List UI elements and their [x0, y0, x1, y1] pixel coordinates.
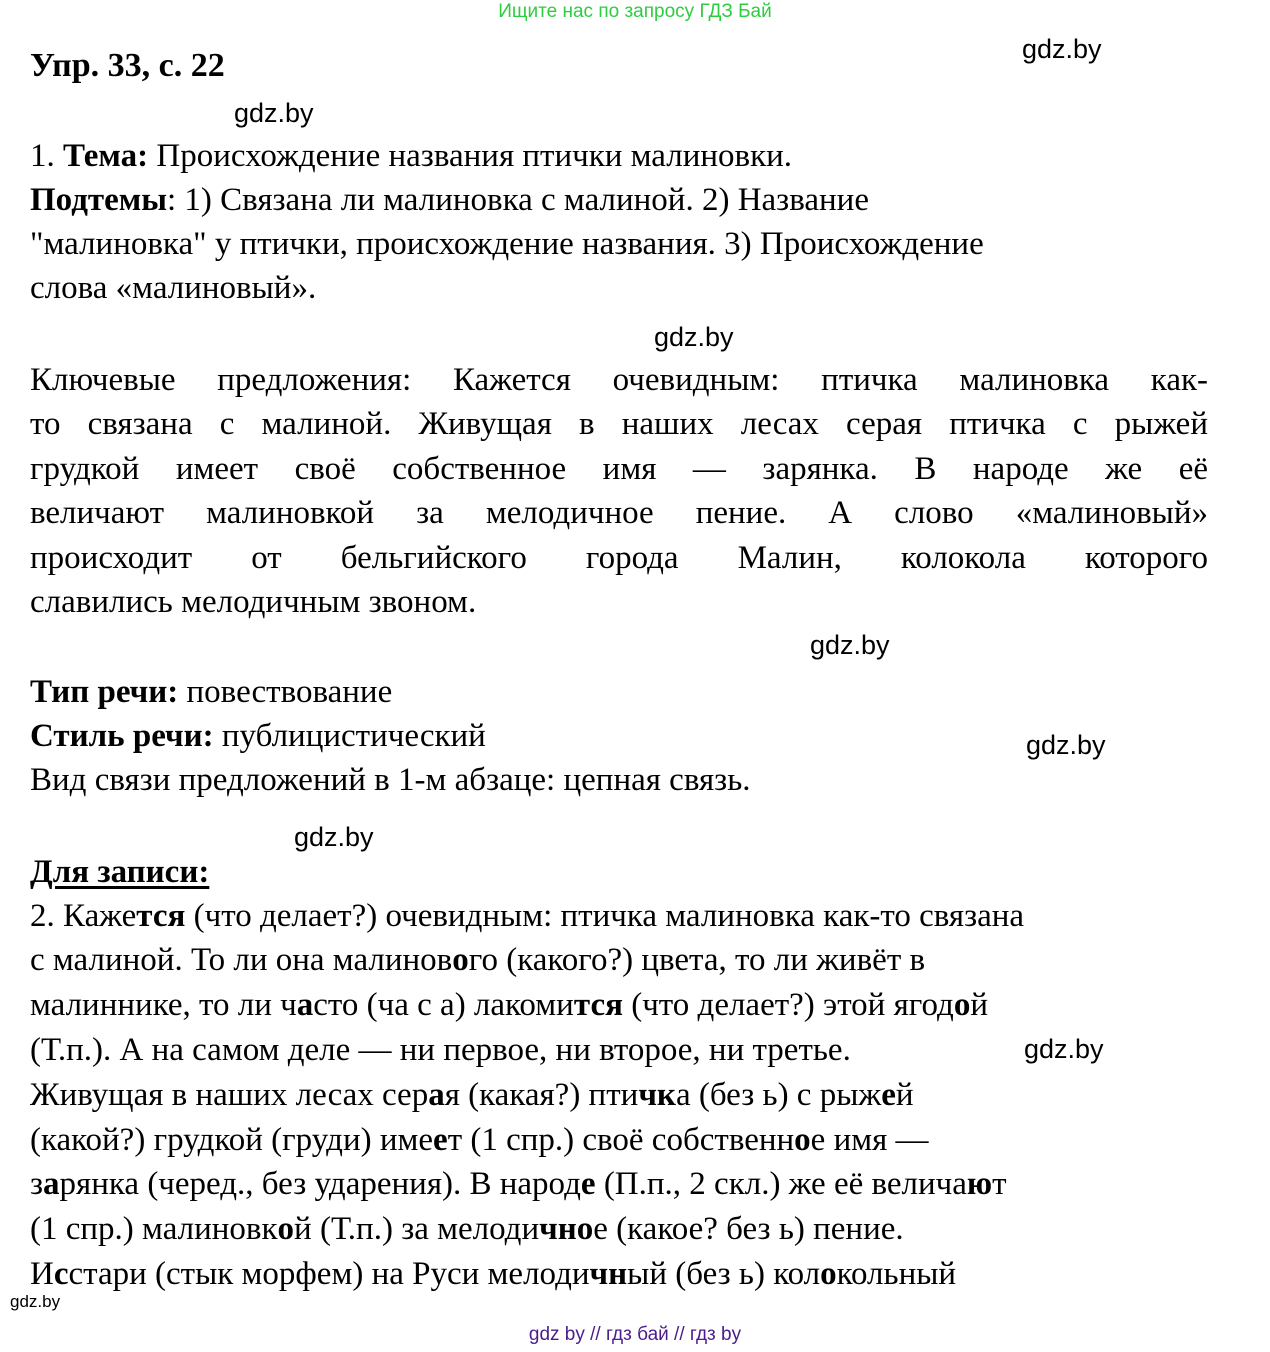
highlighted-letters: е [580, 1166, 596, 1202]
paragraph-line: Ключевые предложения: Кажется очевидным: птичка малиновка как- [30, 362, 1208, 398]
text-segment: е имя — [810, 1122, 929, 1158]
record-line [30, 1162, 1007, 1206]
paragraph-line: грудкой имеет своё собственное имя — зарянка. В народе же её [30, 451, 1208, 487]
watermark: gdz.by [10, 1292, 61, 1311]
paragraph-line: то связана с малиной. Живущая в наших лесах серая птичка с рыжей [30, 406, 1208, 442]
highlighted-letters: тся [573, 987, 623, 1023]
text-segment: стари (стык морфем) на Руси мелоди [68, 1256, 590, 1292]
theme-text: Происхождение названия птички малиновки. [148, 138, 793, 174]
record-heading: Для записи: [30, 854, 210, 890]
text-segment: кольный [836, 1256, 957, 1292]
search-banner: Ищите нас по запросу ГДЗ Бай [498, 1, 772, 22]
highlighted-letters: о [277, 1211, 295, 1247]
text-segment: (какой?) грудкой (груди) име [30, 1122, 434, 1158]
text-segment: с малиной. То ли она малинов [30, 942, 453, 978]
text-segment: И [30, 1256, 54, 1292]
text-segment: (1 спр.) малиновк [30, 1211, 278, 1247]
watermark: gdz.by [234, 98, 314, 128]
highlighted-letters: е [881, 1077, 896, 1113]
record-line [30, 938, 925, 982]
text-segment: т [992, 1166, 1007, 1202]
highlighted-letters: с [53, 1256, 69, 1292]
watermark: gdz.by [654, 322, 734, 352]
paragraph-line: славились мелодичным звоном. [30, 584, 477, 620]
record-line [30, 1073, 914, 1117]
subthemes-line [30, 178, 869, 222]
text-segment: й [895, 1077, 914, 1113]
watermark: gdz.by [1026, 730, 1106, 760]
record-line [30, 894, 1024, 938]
subthemes-line: "малиновка" у птички, происхождение названия. 3) Происхождение [30, 226, 984, 262]
highlighted-letters: чно [539, 1211, 594, 1247]
record-line [30, 1207, 904, 1251]
footer-watermark: gdz by // гдз бай // гдз by [528, 1324, 742, 1345]
highlighted-letters: о [953, 987, 971, 1023]
text-segment: (что делает?) этой ягод [622, 987, 954, 1023]
highlighted-letters: тся [136, 898, 186, 934]
record-line [30, 1252, 956, 1296]
record-line [30, 1118, 929, 1162]
speech-style-label: Стиль речи: [30, 718, 214, 754]
theme-line [30, 134, 792, 178]
watermark: gdz.by [1024, 1034, 1104, 1064]
theme-label: Тема: [63, 138, 149, 174]
subthemes-line: слова «малиновый». [30, 270, 317, 306]
watermark: gdz.by [1022, 34, 1102, 64]
record-line [30, 983, 988, 1027]
text-segment: а (без ь) с рыж [675, 1077, 882, 1113]
item-number: 1. [30, 138, 63, 174]
highlighted-letters: а [428, 1077, 445, 1113]
speech-type-line [30, 670, 392, 714]
text-segment: (что делает?) очевидным: птичка малиновка как-то связана [185, 898, 1025, 934]
paragraph-line: величают малиновкой за мелодичное пение. А слово «малиновый» [30, 495, 1208, 531]
text-segment: сто (ча с а) лакоми [313, 987, 574, 1023]
highlighted-letters: о [452, 942, 469, 978]
highlighted-letters: а [43, 1166, 60, 1202]
subthemes-text: : 1) Связана ли малиновка с малиной. 2) Название [167, 182, 869, 218]
highlighted-letters: а [296, 987, 314, 1023]
text-segment: й [970, 987, 988, 1023]
highlighted-letters: о [820, 1256, 837, 1292]
highlighted-letters: е [433, 1122, 448, 1158]
text-segment: з [30, 1166, 44, 1202]
text-segment: т (1 спр.) своё собственн [447, 1122, 795, 1158]
paragraph-line: происходит от бельгийского города Малин, колокола которого [30, 540, 1208, 576]
sentence-link-line: Вид связи предложений в 1-м абзаце: цепная связь. [30, 762, 751, 798]
text-segment: (Т.п.). А на самом деле — ни первое, ни второе, ни третье. [30, 1032, 851, 1068]
record-line [30, 1028, 851, 1072]
highlighted-letters: о [794, 1122, 811, 1158]
text-segment: го (какого?) цвета, то ли живёт в [468, 942, 926, 978]
text-segment: (П.п., 2 скл.) же её велича [595, 1166, 967, 1202]
exercise-title: Упр. 33, с. 22 [30, 47, 225, 84]
speech-style-value: публицистический [213, 718, 486, 754]
text-segment: ый (без ь) кол [627, 1256, 821, 1292]
speech-style-line [30, 714, 486, 758]
watermark: gdz.by [294, 822, 374, 852]
text-segment: е (какое? без ь) пение. [593, 1211, 904, 1247]
text-segment: малиннике, то ли ч [30, 987, 297, 1023]
text-segment: рянка (черед., без ударения). В народ [59, 1166, 581, 1202]
speech-type-value: повествование [178, 674, 393, 710]
text-segment: я (какая?) пти [444, 1077, 639, 1113]
watermark: gdz.by [810, 630, 890, 660]
text-segment: й (Т.п.) за мелоди [294, 1211, 540, 1247]
text-segment: 2. Каже [30, 898, 137, 934]
highlighted-letters: чк [638, 1077, 676, 1113]
highlighted-letters: ю [966, 1166, 993, 1202]
subthemes-label: Подтемы [30, 182, 168, 218]
speech-type-label: Тип речи: [30, 674, 179, 710]
text-segment: Живущая в наших лесах сер [30, 1077, 429, 1113]
highlighted-letters: чн [589, 1256, 628, 1292]
